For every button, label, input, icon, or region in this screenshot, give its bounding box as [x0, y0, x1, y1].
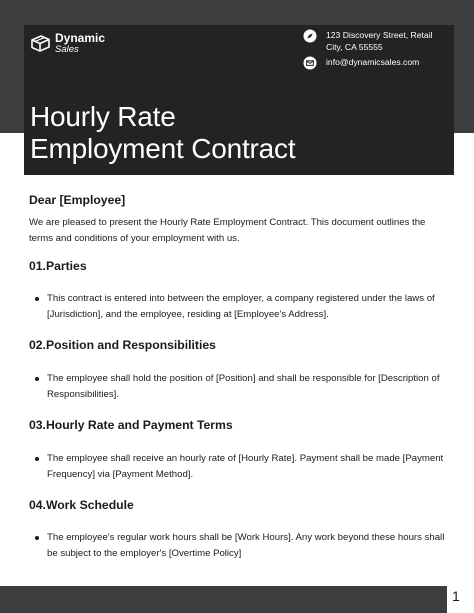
- list-item: [29, 451, 449, 482]
- list-item: [29, 291, 449, 322]
- bullet-text: The employee's regular work hours shall be [Work Hours]. Any work beyond these hours shall be subject to the employer's [Overtime Policy]: [47, 532, 445, 559]
- company-logo: [30, 32, 105, 55]
- brand-name: Dynamic: [55, 31, 106, 45]
- footer-bar: [0, 586, 447, 613]
- bullet-dot: [35, 536, 39, 540]
- compass-icon: [303, 29, 317, 43]
- address-line-1: 123 Discovery Street, Retail: [326, 30, 433, 40]
- section-heading-payment: 03.Hourly Rate and Payment Terms: [29, 418, 233, 432]
- intro-paragraph: We are pleased to present the Hourly Rate Employment Contract. This document outlines the terms and conditions of your employment with us.: [29, 217, 426, 244]
- email-link[interactable]: info@dynamicsales.com: [326, 57, 420, 67]
- envelope-icon: [303, 56, 317, 70]
- brand-subtitle: Sales: [55, 44, 79, 55]
- bullet-dot: [35, 377, 39, 381]
- section-heading-parties: 01.Parties: [29, 259, 87, 273]
- list-item: [29, 530, 449, 561]
- bullet-dot: [35, 297, 39, 301]
- address-line-2: City, CA 55555: [326, 42, 383, 52]
- box-logo-icon: [30, 34, 51, 53]
- section-heading-schedule: 04.Work Schedule: [29, 498, 134, 512]
- bullet-text: This contract is entered into between the employer, a company registered under the laws of [Jurisdiction], and the employee, residing at [Employee's Address].: [47, 293, 435, 320]
- bullet-dot: [35, 457, 39, 461]
- greeting: Dear [Employee]: [29, 193, 126, 207]
- list-item: [29, 371, 449, 402]
- page-number: 1: [452, 588, 460, 604]
- section-heading-position: 02.Position and Responsibilities: [29, 338, 216, 352]
- bullet-text: The employee shall hold the position of [Position] and shall be responsible for [Description of Responsibilities].: [47, 373, 440, 400]
- title-line-2: Employment Contract: [30, 133, 296, 164]
- document-title: [30, 101, 295, 165]
- email-block: [303, 56, 419, 70]
- bullet-text: The employee shall receive an hourly rate of [Hourly Rate]. Payment shall be made [Payment Frequency] via [Payment Method].: [47, 453, 444, 480]
- address-block: [303, 29, 433, 53]
- title-line-1: Hourly Rate: [30, 101, 176, 132]
